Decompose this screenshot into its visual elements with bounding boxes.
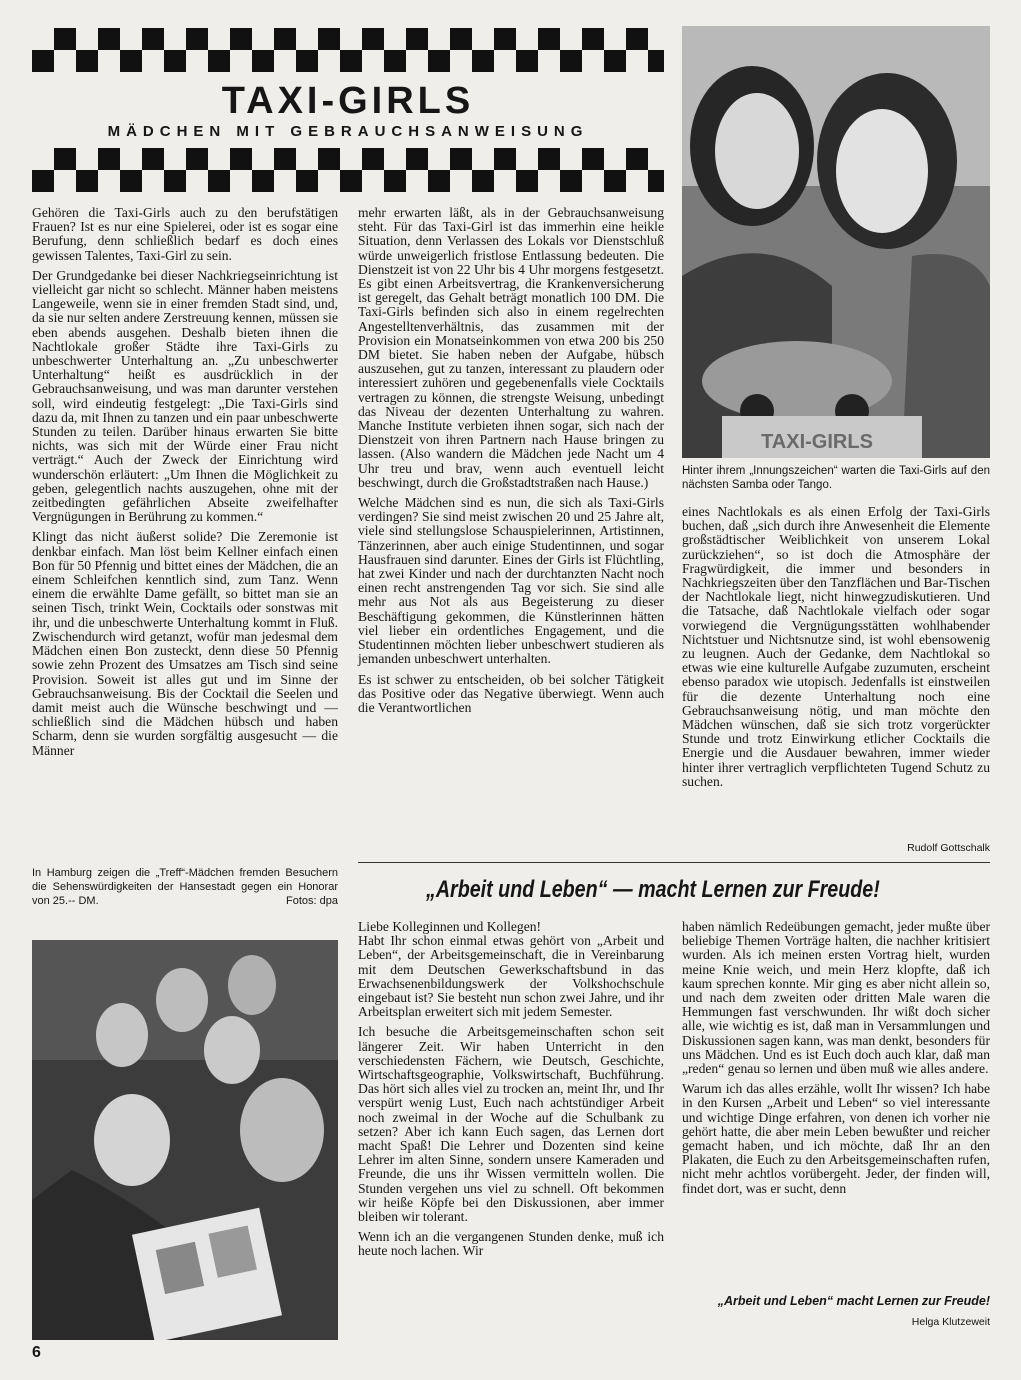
paragraph: Warum ich das alles erzähle, wollt Ihr wissen? Ich habe in den Kursen „Arbeit und Leben“ so viel interessante und wichtige Dinge erfahren, von denen ich vorher nie gehört hatte, die aber mein Leben bewußter und reicher gemacht haben, und ich möchte, daß Ihr an den Plakaten, die Euch zu den Arbeitsgemeinschaften rufen, nicht mehr achtlos vorübergeht. Jeder, der finden will, findet dort, was er sucht, denn <box>682 1081 990 1196</box>
article1-author: Rudolf Gottschalk <box>907 842 990 854</box>
paragraph: Der Grundgedanke bei dieser Nachkriegseinrichtung ist vielleicht gar nicht so schlecht. Männer haben meistens Langeweile, wenn sie in einer fremden Stadt sind, und, da sie nur selten andere Zerstreuung kennen, müssen sie eben abends ausgehen. Deshalb bieten ihnen die Nachtlokale großer Städte ihre Taxi-Girls zu unbeschwerter Unterhaltung an. „Zu unbeschwerter Unterhaltung“ heißt es ausdrücklich in der Gebrauchsanweisung, und was man darunter verstehen soll, wird eindeutig festgelegt: „Die Taxi-Girls sind dazu da, mit Ihnen zu tanzen und ein paar unbeschwerte Stunden zu teilen. Darüber hinaus erwarten Sie bitte nichts, was sich mit der Würde einer Frau nicht verträgt.“ Auch der Zweck der Einrichtung wird wunderschön erläutert: „Um Ihnen die Möglichkeit zu geben, gelegentlich nachts auszugehen, ohne mit der zeitbedingten gefährlichen Abseite zweifelhafter Vergnügungen in Berührung zu kommen.“ <box>32 267 338 525</box>
photo-credit: Fotos: dpa <box>286 895 338 907</box>
article-subtitle: MÄDCHEN MIT GEBRAUCHSANWEISUNG <box>107 123 589 140</box>
page-number: 6 <box>32 1344 41 1361</box>
hamburg-photo <box>32 940 338 1340</box>
article2-author: Helga Klutzeweit <box>911 1316 990 1328</box>
paragraph: Ich besuche die Arbeitsgemeinschaften schon seit längerer Zeit. Wir haben Unterricht in den verschiedensten Fächern, wie Deutsch, Geschichte, Wirtschaftsgeographie, Volkswirtschaft, Buchführung. Das hört sich alles viel zu trocken an, meint Ihr, und Ihr verspürt wenig Lust, Euch nach achtstündiger Arbeit noch zweimal in der Woche auf die Schulbank zu setzen? Aber ich kann Euch sagen, das Lernen dort macht Spaß! Die Lehrer und Dozenten sind keine Lehrer im alten Sinne, sondern unsere Kameraden und Freunde, die uns ihr Wissen vermitteln wollen. Die Stunden vergehen uns viel zu schnell. Oft bekommen wir heiße Köpfe bei den Diskussionen, aber immer bleiben wir tolerant. <box>358 1024 664 1225</box>
paragraph: Es ist schwer zu entscheiden, ob bei solcher Tätigkeit das Positive oder das Negative überwiegt. Wenn auch die Verantwortlichen <box>358 671 664 715</box>
photo-sign-text: TAXI-GIRLS <box>761 431 873 453</box>
paragraph: eines Nachtlokals es als einen Erfolg der Taxi-Girls buchen, daß „sich durch ihre Anwesenheit die Elemente großstädtischer Weiblichkeit von unserem Lokal zurückziehen“, so ist doch die Atmosphäre der Fragwürdigkeit, die immer und besonders in Nachkriegszeiten über den Tanzflächen und Bar-Tischen der Nachtlokale liegt, nicht hinwegzudiskutieren. Und die Tatsache, daß Nachtlokale vielfach oder sogar vorwiegend die Vergnügungsstätten wohlhabender Nichtstuer und Nichtsnutze sind, ist wohl ebensowenig zu leugnen. Auch der Gedanke, dem Nachtlokal so etwas wie eine kulturelle Aufgabe zuzumuten, erscheint ebenso paradox wie utopisch. Jedenfalls ist einstweilen für die dezente Unterhaltung noch eine Gebrauchsanweisung nötig, und man möchte den Mädchen wünschen, daß sie sich trotz vorgerückter Stunde und trotz Einwirkung etlicher Cocktails die Energie und die Ausdauer bewahren, immer wieder hinter ihrer vertraglich verpflichteten Tugend Schutz zu suchen. <box>682 504 990 789</box>
article2-column2 <box>682 920 990 1202</box>
paragraph: Wenn ich an die vergangenen Stunden denke, muß ich heute noch lachen. Wir <box>358 1229 664 1259</box>
paragraph: Habt Ihr schon einmal etwas gehört von „Arbeit und Leben“, der Arbeitsgemeinschaft, die in Vereinbarung mit dem Deutschen Gewerkschaftsbund in das Erwachsenenbildungswerk der Volkshochschule eingebaut ist? Sie besteht nun schon zwei Jahre, und ihr Arbeitsplan erweitert sich mit jedem Semester. <box>358 933 664 1020</box>
article2-column1 <box>358 920 664 1265</box>
photo-caption: Hinter ihrem „Innungszeichen“ warten die Taxi-Girls auf den nächsten Samba oder Tango. <box>682 465 990 491</box>
article2-slogan: „Arbeit und Leben“ macht Lernen zur Freude! <box>717 1294 990 1308</box>
article1-column1 <box>32 206 338 764</box>
paragraph: haben nämlich Redeübungen gemacht, jeder mußte über beliebige Themen Vorträge halten, die nachher kritisiert wurden. Als ich meinen ersten Vortrag hielt, wurden meine Knie weich, und mein Herz klopfte, daß ich kaum sprechen konnte. Mir ging es aber nicht allein so, und nach dem zweiten oder dritten Male waren die Hemmungen fast verschwunden. Ihr wißt doch sicher alle, wie wichtig es ist, daß man in Versammlungen und Diskussionen sagen kann, was man denkt, besonders für uns Mädchen. Und es ist Euch doch auch klar, daß man „reden“ genau so lernen und üben muß wie alles andere. <box>682 919 990 1077</box>
checker-band-bottom <box>32 148 664 192</box>
paragraph: Gehören die Taxi-Girls auch zu den berufstätigen Frauen? Ist es nur eine Spielerei, oder ist es sogar eine Berufung, denn schließlich bedarf es doch eines gewissen Talentes, Taxi-Girl zu sein. <box>32 205 338 263</box>
article1-column3 <box>682 505 990 795</box>
hamburg-photo-illustration <box>32 940 338 1340</box>
paragraph: mehr erwarten läßt, als in der Gebrauchsanweisung steht. Für das Taxi-Girl ist das immerhin eine heikle Situation, denn Verlassen des Lokals vor Dienstschluß würde unweigerlich fristlose Entlassung bedeuten. Die Dienstzeit ist von 22 Uhr bis 4 Uhr morgens festgesetzt. Es gibt einen Arbeitsvertrag, die Krankenversicherung ist geregelt, das Gehalt beträgt monatlich 100 DM. Die Taxi-Girls befinden sich also in einem regelrechten Angestelltenverhältnis, das zusammen mit der Provision ein Monatseinkommen von etwa 200 bis 250 DM bietet. Sie haben neben der Aufgabe, hübsch auszusehen, gut zu tanzen, interessant zu plaudern oder interessiert zuhören und gegebenenfalls viele Cocktails vertragen zu können, die strengste Weisung, unbedingt das Niveau der dezenten Unterhaltung zu wahren. Manche Institute verbieten ihnen sogar, sich nach der Dienstzeit von ihren Partnern nach Hause bringen zu lassen. (Also wandern die Mädchen jede Nacht um 4 Uhr treu und brav, wenn auch eventuell leicht beschwingt, durch die Großstadtstraßen nach Hause.) <box>358 205 664 490</box>
paragraph: Klingt das nicht äußerst solide? Die Zeremonie ist denkbar einfach. Man löst beim Kellner einfach einen Bon für 50 Pfennig und bittet eines der Mädchen, die an einem Schleifchen kenntlich sind, zum Tanz. Wenn einem die erwählte Dame gefällt, so bittet man sie an seinen Tisch, trinkt Wein, Cocktails oder sonstwas mit ihr, und die unbeschwerte Unterhaltung kommt in Fluß. Zwischendurch wird getanzt, wofür man jedesmal dem Mädchen einen Bon zusteckt, denn diese 50 Pfennig sowie zehn Prozent des Umsatzes am Tisch sind seine Provision. Soweit ist alles gut und im Sinne der Gebrauchsanweisung. Bis der Cocktail die Seelen und damit meist auch die Wünsche beschwingt und — schließlich sind die Mädchen hübsch und haben Scharm, denn sie wurden sorgfältig ausgesucht — die Männer <box>32 529 338 758</box>
hamburg-caption-text: In Hamburg zeigen die „Treff“-Mädchen fremden Besuchern die Sehenswürdigkeiten der Hansestadt gegen ein Honorar von 25.-- DM. <box>32 867 338 907</box>
article1-column2 <box>358 206 664 721</box>
checker-band-top <box>32 28 664 72</box>
section-divider <box>358 862 990 863</box>
paragraph: Welche Mädchen sind es nun, die sich als Taxi-Girls verdingen? Sie sind meist zwischen 20 und 25 Jahre alt, viele sind stellungslose Schauspielerinnen, Artistinnen, Tänzerinnen, aber auch einige Studentinnen, und sogar Hausfrauen sind darunter. Eines der Girls ist Flüchtling, hat zwei Kinder und nach der durchtanzten Nacht noch einen recht anstrengenden Tag vor sich. Sie sind alle mehr aus Not als aus Begeisterung zu dieser Beschäftigung gekommen, die Künstlerinnen hätten viel lieber ein ordentliches Engagement, und die Studentinnen möchten lieber unbeschwert studieren als jemanden unbeschwert unterhalten. <box>358 495 664 667</box>
hamburg-photo-caption <box>32 866 338 908</box>
paragraph: Liebe Kolleginnen und Kollegen! <box>358 919 542 934</box>
article2-headline: „Arbeit und Leben“ — macht Lernen zur Freude! <box>426 876 880 903</box>
taxi-girls-photo-illustration <box>682 26 990 458</box>
article-title: TAXI-GIRLS <box>221 80 475 122</box>
taxi-girls-photo <box>682 26 990 458</box>
